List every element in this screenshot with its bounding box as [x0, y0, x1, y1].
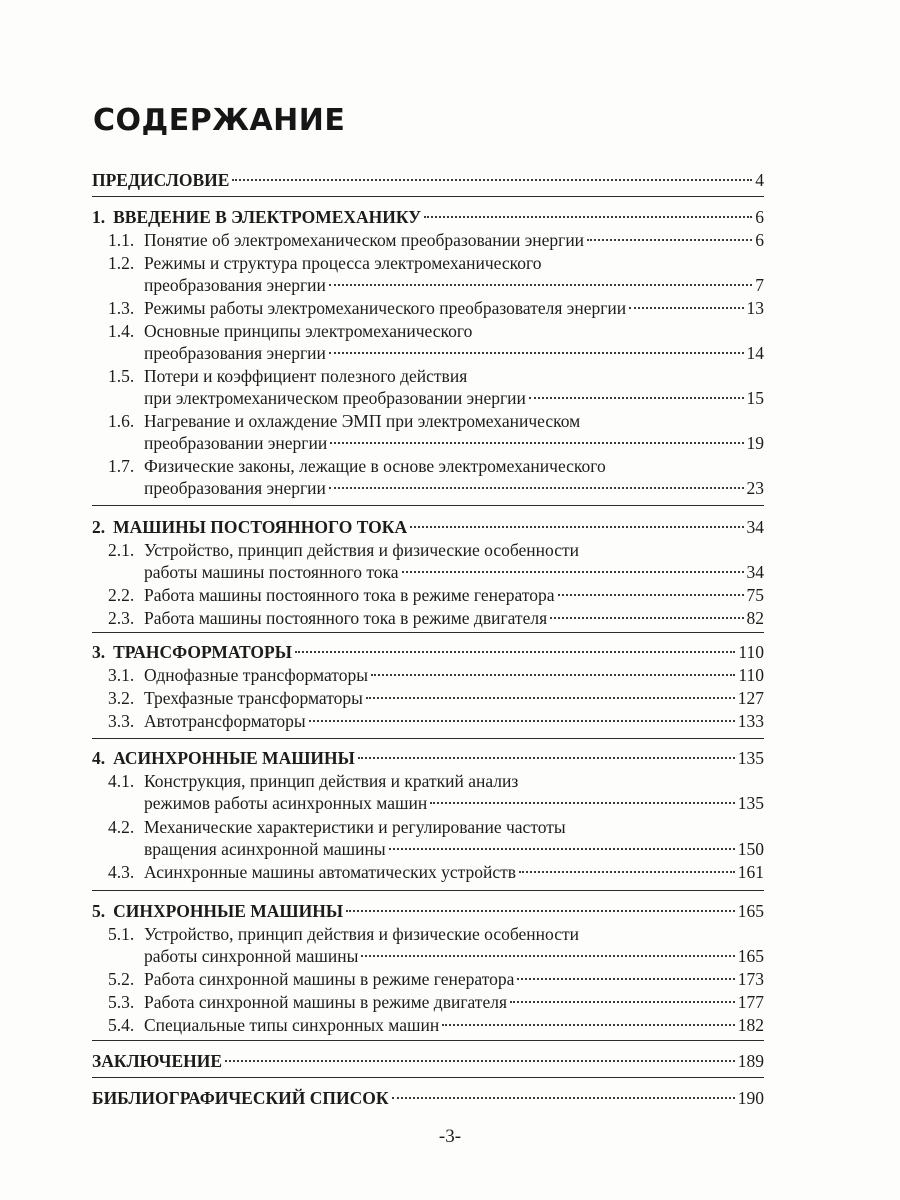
- dot-leader: [295, 651, 735, 653]
- toc-chapter-3: [92, 640, 764, 664]
- dot-leader: [361, 955, 734, 957]
- toc-page-number: 19: [746, 433, 764, 453]
- chapter-number: 2.: [92, 517, 106, 537]
- section-divider: [92, 890, 764, 891]
- section-number: 1.4.: [108, 321, 135, 341]
- section-title-line1: Потери и коэффициент полезного действия: [144, 366, 468, 386]
- toc-page-number: 161: [737, 862, 764, 882]
- section-number: 3.2.: [108, 688, 135, 708]
- toc-page-number: 34: [746, 517, 764, 537]
- section-divider: [92, 505, 764, 506]
- dot-leader: [392, 1097, 735, 1099]
- toc-page-number: 165: [737, 946, 764, 966]
- dot-leader: [587, 239, 752, 241]
- toc-section-1-2: [108, 251, 764, 297]
- section-number: 2.2.: [108, 585, 135, 605]
- dot-leader: [329, 284, 752, 286]
- section-title-line1: Основные принципы электромеханического: [144, 321, 473, 341]
- section-number: 5.4.: [108, 1015, 135, 1035]
- dot-leader: [225, 1060, 735, 1062]
- toc-page-number: 4: [755, 170, 764, 190]
- dot-leader: [410, 526, 743, 528]
- toc-section-4-2: [108, 815, 764, 861]
- chapter-title: МАШИНЫ ПОСТОЯННОГО ТОКА: [113, 517, 408, 537]
- section-number: 2.3.: [108, 608, 135, 628]
- section-title: Однофазные трансформаторы: [144, 665, 368, 685]
- toc-chapter-5: [92, 899, 764, 923]
- page-title: СОДЕРЖАНИЕ: [93, 103, 346, 138]
- toc-section-5-4: [108, 1013, 764, 1037]
- toc-chapter-2: [92, 515, 764, 539]
- toc-page-number: 110: [738, 642, 764, 662]
- toc-section-1-5: [108, 364, 764, 410]
- toc-section-1-3: [108, 296, 764, 320]
- section-title-line1: Устройство, принцип действия и физические особенности: [144, 540, 580, 560]
- dot-leader: [232, 179, 752, 181]
- toc-page-number: 14: [746, 343, 764, 363]
- toc-page-number: 34: [746, 562, 764, 582]
- section-divider: [92, 632, 764, 633]
- toc-page-number: 75: [746, 585, 764, 605]
- section-title: Работа машины постоянного тока в режиме двигателя: [144, 608, 548, 628]
- section-title: Автотрансформаторы: [144, 711, 306, 731]
- toc-page-number: 6: [755, 207, 764, 227]
- section-title: Работа синхронной машины в режиме двигателя: [144, 992, 508, 1012]
- dot-leader: [402, 571, 744, 573]
- toc-page-number: 23: [746, 478, 764, 498]
- section-title-line2: работы синхронной машины: [144, 946, 359, 966]
- dot-leader: [550, 617, 743, 619]
- toc-chapter-4: [92, 746, 764, 770]
- section-title-line2: работы машины постоянного тока: [144, 562, 399, 582]
- dot-leader: [346, 910, 735, 912]
- toc-page-number: 127: [737, 688, 764, 708]
- section-number: 4.2.: [108, 817, 135, 837]
- section-divider: [92, 1040, 764, 1041]
- section-divider: [92, 196, 764, 197]
- toc-chapter-1: [92, 205, 764, 229]
- toc-page-number: 173: [737, 969, 764, 989]
- toc-section-5-1: [108, 922, 764, 968]
- toc-page-number: 6: [755, 230, 764, 250]
- dot-leader: [430, 802, 735, 804]
- toc-page-number: 165: [737, 901, 764, 921]
- toc-entry-preface: [92, 168, 764, 192]
- toc-entry-title: ПРЕДИСЛОВИЕ: [92, 170, 230, 190]
- section-title: Понятие об электромеханическом преобразовании энергии: [144, 230, 585, 250]
- toc-entry-title: БИБЛИОГРАФИЧЕСКИЙ СПИСОК: [92, 1088, 389, 1108]
- dot-leader: [329, 352, 744, 354]
- toc-page-number: 135: [737, 793, 764, 813]
- dot-leader: [309, 720, 735, 722]
- section-title: Асинхронные машины автоматических устройств: [144, 862, 517, 882]
- section-title: Специальные типы синхронных машин: [144, 1015, 440, 1035]
- section-title-line2: вращения асинхронной машины: [144, 839, 386, 859]
- toc-page-number: 7: [755, 275, 764, 295]
- toc-page-number: 13: [746, 298, 764, 318]
- section-number: 1.3.: [108, 298, 135, 318]
- dot-leader: [389, 848, 735, 850]
- section-title-line1: Режимы и структура процесса электромеханического: [144, 253, 542, 273]
- dot-leader: [330, 442, 743, 444]
- dot-leader: [366, 697, 735, 699]
- section-number: 1.1.: [108, 230, 135, 250]
- chapter-number: 5.: [92, 901, 106, 921]
- toc-page-number: 82: [746, 608, 764, 628]
- dot-leader: [510, 1001, 735, 1003]
- section-title-line1: Конструкция, принцип действия и краткий анализ: [144, 771, 519, 791]
- dot-leader: [358, 757, 735, 759]
- dot-leader: [442, 1024, 735, 1026]
- dot-leader: [424, 216, 752, 218]
- toc-section-5-2: [108, 967, 764, 991]
- section-number: 2.1.: [108, 540, 135, 560]
- toc-page-number: 177: [737, 992, 764, 1012]
- toc-page-number: 133: [737, 711, 764, 731]
- dot-leader: [558, 594, 744, 596]
- toc-entry-bibliography: [92, 1086, 764, 1110]
- section-title-line1: Нагревание и охлаждение ЭМП при электромеханическом: [144, 411, 581, 431]
- toc-page-number: 182: [737, 1015, 764, 1035]
- toc-entry-conclusion: [92, 1049, 764, 1073]
- section-title-line1: Устройство, принцип действия и физические особенности: [144, 924, 580, 944]
- section-number: 3.3.: [108, 711, 135, 731]
- section-title: Режимы работы электромеханического преобразователя энергии: [144, 298, 627, 318]
- section-title-line2: преобразования энергии: [144, 275, 326, 295]
- toc-page-number: 110: [738, 665, 764, 685]
- section-number: 1.6.: [108, 411, 135, 431]
- chapter-title: ВВЕДЕНИЕ В ЭЛЕКТРОМЕХАНИКУ: [113, 207, 422, 227]
- toc-section-1-4: [108, 319, 764, 365]
- section-title: Трехфазные трансформаторы: [144, 688, 363, 708]
- section-title: Работа машины постоянного тока в режиме генератора: [144, 585, 555, 605]
- section-number: 1.5.: [108, 366, 135, 386]
- section-number: 1.7.: [108, 456, 135, 476]
- section-number: 1.2.: [108, 253, 135, 273]
- toc-section-4-3: [108, 860, 764, 884]
- dot-leader: [517, 978, 734, 980]
- chapter-number: 3.: [92, 642, 106, 662]
- toc-section-3-3: [108, 709, 764, 733]
- chapter-title: ТРАНСФОРМАТОРЫ: [113, 642, 292, 662]
- toc-entry-title: ЗАКЛЮЧЕНИЕ: [92, 1051, 223, 1071]
- toc-page-number: 189: [737, 1051, 764, 1071]
- section-title-line2: режимов работы асинхронных машин: [144, 793, 428, 813]
- toc-section-3-1: [108, 663, 764, 687]
- chapter-number: 4.: [92, 748, 106, 768]
- chapter-number: 1.: [92, 207, 106, 227]
- page-number-footer: -3-: [438, 1126, 462, 1147]
- section-title-line1: Механические характеристики и регулирование частоты: [144, 817, 566, 837]
- section-number: 5.3.: [108, 992, 135, 1012]
- dot-leader: [329, 487, 744, 489]
- toc-section-1-1: [108, 228, 764, 252]
- section-number: 4.3.: [108, 862, 135, 882]
- toc-section-1-7: [108, 454, 764, 500]
- toc-page-number: 150: [737, 839, 764, 859]
- section-number: 3.1.: [108, 665, 135, 685]
- section-divider: [92, 738, 764, 739]
- section-title-line2: при электромеханическом преобразовании энергии: [144, 388, 526, 408]
- toc-section-4-1: [108, 769, 764, 815]
- toc-section-2-1: [108, 538, 764, 584]
- dot-leader: [529, 397, 744, 399]
- section-title-line2: преобразования энергии: [144, 478, 326, 498]
- section-divider: [92, 1077, 764, 1078]
- toc-section-2-3: [108, 606, 764, 630]
- section-number: 5.2.: [108, 969, 135, 989]
- section-title-line2: преобразования энергии: [144, 343, 326, 363]
- section-number: 4.1.: [108, 771, 135, 791]
- dot-leader: [629, 307, 743, 309]
- section-number: 5.1.: [108, 924, 135, 944]
- section-title-line2: преобразовании энергии: [144, 433, 328, 453]
- toc-section-3-2: [108, 686, 764, 710]
- toc-section-5-3: [108, 990, 764, 1014]
- chapter-title: СИНХРОННЫЕ МАШИНЫ: [113, 901, 344, 921]
- section-title-line1: Физические законы, лежащие в основе электромеханического: [144, 456, 606, 476]
- chapter-title: АСИНХРОННЫЕ МАШИНЫ: [113, 748, 355, 768]
- toc-page-number: 135: [737, 748, 764, 768]
- toc-page-number: 15: [746, 388, 764, 408]
- dot-leader: [519, 871, 735, 873]
- toc-section-1-6: [108, 409, 764, 455]
- toc-page-number: 190: [737, 1088, 764, 1108]
- section-title: Работа синхронной машины в режиме генератора: [144, 969, 515, 989]
- dot-leader: [371, 674, 735, 676]
- toc-section-2-2: [108, 583, 764, 607]
